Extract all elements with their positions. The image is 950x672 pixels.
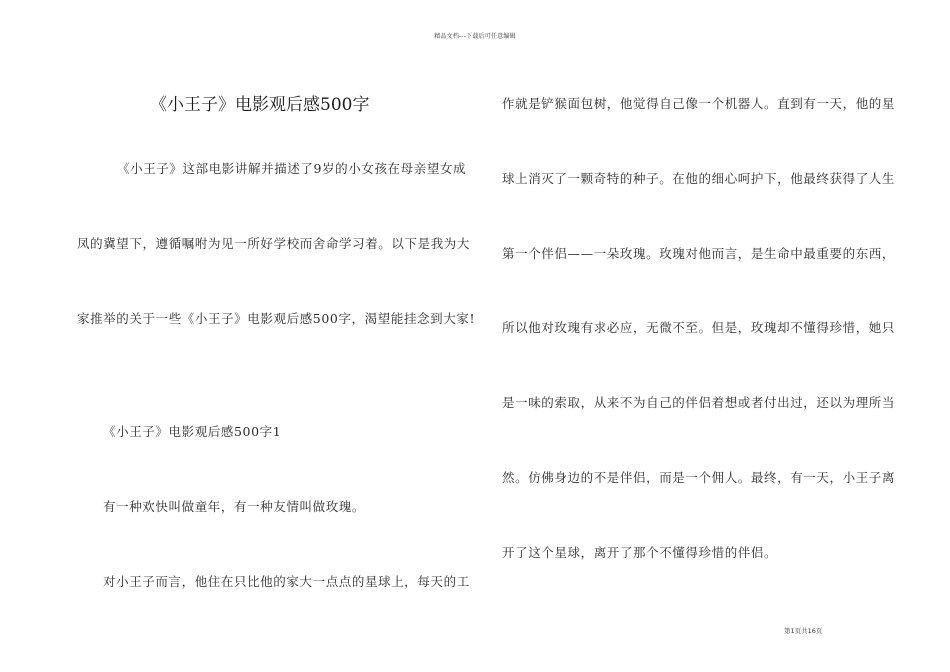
paragraph-line: 开了这个星球，离开了那个不懂得珍惜的伴侣。 bbox=[502, 545, 778, 560]
paragraph-line: 对小王子而言，他住在只比他的家大一点点的星球上，每天的工 bbox=[103, 574, 470, 589]
paragraph-line: 家推举的关于一些《小王子》电影观后感500字，渴望能挂念到大家! bbox=[77, 311, 476, 326]
paragraph-line: 球上消灭了一颗奇特的种子。在他的细心呵护下，他最终获得了人生 bbox=[502, 171, 896, 186]
paragraph-line: 第一个伴侣——一朵玫瑰。玫瑰对他而言，是生命中最重要的东西， bbox=[502, 246, 896, 261]
paragraph-line: 作就是铲猴面包树，他觉得自己像一个机器人。直到有一天，他的星 bbox=[502, 96, 896, 111]
paragraph-line: 有一种欢快叫做童年，有一种友情叫做玫瑰。 bbox=[103, 499, 366, 514]
paragraph-line: 《小王子》这部电影讲解并描述了9岁的小女孩在母亲望女成 bbox=[117, 161, 467, 176]
paragraph-line: 然。仿佛身边的不是伴侣，而是一个佣人。最终，有一天，小王子离 bbox=[502, 470, 896, 485]
paragraph-line: 凤的冀望下，遵循嘱咐为见一所好学校而舍命学习着。以下是我为大 bbox=[77, 236, 471, 251]
header-note: 精品文档---下载后可任意编辑 bbox=[434, 33, 516, 40]
section-heading: 《小王子》电影观后感500字1 bbox=[103, 424, 282, 439]
paragraph-line: 是一味的索取，从来不为自己的伴侣着想或者付出过，还以为理所当 bbox=[502, 395, 896, 410]
page-title: 《小王子》电影观后感500字 bbox=[150, 95, 370, 115]
page-number: 第1页共16页 bbox=[784, 627, 823, 635]
paragraph-line: 所以他对玫瑰有求必应，无微不至。但是，玫瑰却不懂得珍惜，她只 bbox=[502, 320, 896, 335]
